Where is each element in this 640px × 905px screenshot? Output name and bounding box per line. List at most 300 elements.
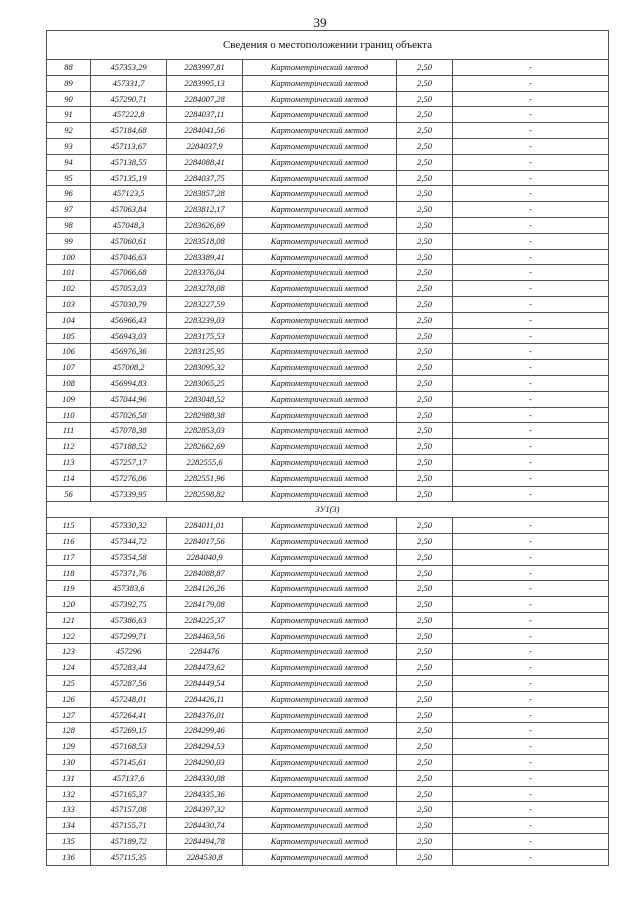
- y-coordinate-cell: 2284037,11: [167, 107, 243, 123]
- table-row: [47, 723, 609, 739]
- y-coordinate-cell: 2284225,37: [167, 612, 243, 628]
- method-cell: Картометрический метод: [243, 612, 397, 628]
- table-row: [47, 644, 609, 660]
- x-coordinate-cell: 457276,06: [91, 470, 167, 486]
- table-row: [47, 454, 609, 470]
- point-number-cell: 88: [47, 60, 91, 76]
- precision-cell: 2,50: [397, 676, 453, 692]
- method-cell: Картометрический метод: [243, 802, 397, 818]
- table-row: [47, 755, 609, 771]
- description-cell: -: [453, 660, 609, 676]
- point-number-cell: 115: [47, 518, 91, 534]
- y-coordinate-cell: 2282988,38: [167, 407, 243, 423]
- y-coordinate-cell: 2284430,74: [167, 818, 243, 834]
- x-coordinate-cell: 457222,8: [91, 107, 167, 123]
- x-coordinate-cell: 457046,63: [91, 249, 167, 265]
- y-coordinate-cell: 2284088,41: [167, 154, 243, 170]
- x-coordinate-cell: 456994,83: [91, 375, 167, 391]
- point-number-cell: 111: [47, 423, 91, 439]
- point-number-cell: 135: [47, 834, 91, 850]
- point-number-cell: 108: [47, 375, 91, 391]
- x-coordinate-cell: 457066,68: [91, 265, 167, 281]
- y-coordinate-cell: 2283812,17: [167, 202, 243, 218]
- y-coordinate-cell: 2282551,96: [167, 470, 243, 486]
- point-number-cell: 109: [47, 391, 91, 407]
- method-cell: Картометрический метод: [243, 249, 397, 265]
- method-cell: Картометрический метод: [243, 565, 397, 581]
- point-number-cell: 129: [47, 739, 91, 755]
- description-cell: -: [453, 154, 609, 170]
- y-coordinate-cell: 2282555,6: [167, 454, 243, 470]
- method-cell: Картометрический метод: [243, 723, 397, 739]
- x-coordinate-cell: 457026,58: [91, 407, 167, 423]
- y-coordinate-cell: 2283376,04: [167, 265, 243, 281]
- description-cell: -: [453, 249, 609, 265]
- x-coordinate-cell: 457331,7: [91, 75, 167, 91]
- point-number-cell: 116: [47, 533, 91, 549]
- y-coordinate-cell: 2283175,53: [167, 328, 243, 344]
- precision-cell: 2,50: [397, 249, 453, 265]
- x-coordinate-cell: 457371,76: [91, 565, 167, 581]
- precision-cell: 2,50: [397, 454, 453, 470]
- y-coordinate-cell: 2283239,03: [167, 312, 243, 328]
- x-coordinate-cell: 457008,2: [91, 360, 167, 376]
- method-cell: Картометрический метод: [243, 202, 397, 218]
- point-number-cell: 124: [47, 660, 91, 676]
- table-row: [47, 186, 609, 202]
- description-cell: -: [453, 407, 609, 423]
- precision-cell: 2,50: [397, 202, 453, 218]
- description-cell: -: [453, 75, 609, 91]
- method-cell: Картометрический метод: [243, 628, 397, 644]
- precision-cell: 2,50: [397, 360, 453, 376]
- x-coordinate-cell: 457353,29: [91, 60, 167, 76]
- method-cell: Картометрический метод: [243, 707, 397, 723]
- table-title: Сведения о местоположении границ объекта: [47, 31, 609, 60]
- point-number-cell: 122: [47, 628, 91, 644]
- y-coordinate-cell: 2284299,46: [167, 723, 243, 739]
- precision-cell: 2,50: [397, 328, 453, 344]
- precision-cell: 2,50: [397, 770, 453, 786]
- y-coordinate-cell: 2284376,01: [167, 707, 243, 723]
- x-coordinate-cell: 457296: [91, 644, 167, 660]
- point-number-cell: 103: [47, 296, 91, 312]
- point-number-cell: 113: [47, 454, 91, 470]
- point-number-cell: 94: [47, 154, 91, 170]
- method-cell: Картометрический метод: [243, 296, 397, 312]
- precision-cell: 2,50: [397, 91, 453, 107]
- description-cell: -: [453, 628, 609, 644]
- precision-cell: 2,50: [397, 802, 453, 818]
- method-cell: Картометрический метод: [243, 186, 397, 202]
- point-number-cell: 117: [47, 549, 91, 565]
- y-coordinate-cell: 2282662,69: [167, 439, 243, 455]
- description-cell: -: [453, 644, 609, 660]
- x-coordinate-cell: 457248,01: [91, 691, 167, 707]
- y-coordinate-cell: 2284530,8: [167, 849, 243, 865]
- description-cell: -: [453, 91, 609, 107]
- precision-cell: 2,50: [397, 739, 453, 755]
- point-number-cell: 93: [47, 138, 91, 154]
- precision-cell: 2,50: [397, 755, 453, 771]
- point-number-cell: 120: [47, 597, 91, 613]
- y-coordinate-cell: 2284294,53: [167, 739, 243, 755]
- method-cell: Картометрический метод: [243, 217, 397, 233]
- description-cell: -: [453, 691, 609, 707]
- x-coordinate-cell: 457354,58: [91, 549, 167, 565]
- precision-cell: 2,50: [397, 281, 453, 297]
- y-coordinate-cell: 2284040,9: [167, 549, 243, 565]
- description-cell: -: [453, 834, 609, 850]
- description-cell: -: [453, 676, 609, 692]
- table-row: [47, 407, 609, 423]
- precision-cell: 2,50: [397, 75, 453, 91]
- x-coordinate-cell: 457269,15: [91, 723, 167, 739]
- y-coordinate-cell: 2284088,87: [167, 565, 243, 581]
- x-coordinate-cell: 456943,03: [91, 328, 167, 344]
- y-coordinate-cell: 2283125,95: [167, 344, 243, 360]
- description-cell: -: [453, 281, 609, 297]
- y-coordinate-cell: 2283626,69: [167, 217, 243, 233]
- x-coordinate-cell: 457383,6: [91, 581, 167, 597]
- point-number-cell: 136: [47, 849, 91, 865]
- table-row: [47, 296, 609, 312]
- x-coordinate-cell: 457123,5: [91, 186, 167, 202]
- boundary-table: [46, 30, 609, 866]
- description-cell: -: [453, 344, 609, 360]
- method-cell: Картометрический метод: [243, 107, 397, 123]
- description-cell: -: [453, 328, 609, 344]
- description-cell: -: [453, 202, 609, 218]
- x-coordinate-cell: 457044,96: [91, 391, 167, 407]
- table-row: [47, 834, 609, 850]
- precision-cell: 2,50: [397, 597, 453, 613]
- x-coordinate-cell: 457157,08: [91, 802, 167, 818]
- precision-cell: 2,50: [397, 375, 453, 391]
- point-number-cell: 106: [47, 344, 91, 360]
- method-cell: Картометрический метод: [243, 470, 397, 486]
- precision-cell: 2,50: [397, 138, 453, 154]
- x-coordinate-cell: 457386,63: [91, 612, 167, 628]
- table-row: [47, 344, 609, 360]
- y-coordinate-cell: 2283997,81: [167, 60, 243, 76]
- description-cell: -: [453, 565, 609, 581]
- section-label: ЗУ1(3): [47, 502, 609, 518]
- method-cell: Картометрический метод: [243, 549, 397, 565]
- method-cell: Картометрический метод: [243, 486, 397, 502]
- table-row: [47, 265, 609, 281]
- precision-cell: 2,50: [397, 518, 453, 534]
- method-cell: Картометрический метод: [243, 344, 397, 360]
- point-number-cell: 118: [47, 565, 91, 581]
- y-coordinate-cell: 2284007,28: [167, 91, 243, 107]
- y-coordinate-cell: 2284330,08: [167, 770, 243, 786]
- point-number-cell: 104: [47, 312, 91, 328]
- description-cell: -: [453, 138, 609, 154]
- method-cell: Картометрический метод: [243, 170, 397, 186]
- point-number-cell: 92: [47, 123, 91, 139]
- x-coordinate-cell: 457392,75: [91, 597, 167, 613]
- y-coordinate-cell: 2284335,36: [167, 786, 243, 802]
- method-cell: Картометрический метод: [243, 233, 397, 249]
- point-number-cell: 132: [47, 786, 91, 802]
- y-coordinate-cell: 2284011,01: [167, 518, 243, 534]
- table-row: [47, 486, 609, 502]
- precision-cell: 2,50: [397, 423, 453, 439]
- y-coordinate-cell: 2284126,26: [167, 581, 243, 597]
- x-coordinate-cell: 456966,43: [91, 312, 167, 328]
- table-row: [47, 91, 609, 107]
- method-cell: Картометрический метод: [243, 770, 397, 786]
- description-cell: -: [453, 423, 609, 439]
- table-row: [47, 691, 609, 707]
- description-cell: -: [453, 360, 609, 376]
- method-cell: Картометрический метод: [243, 644, 397, 660]
- description-cell: -: [453, 739, 609, 755]
- method-cell: Картометрический метод: [243, 91, 397, 107]
- y-coordinate-cell: 2283278,08: [167, 281, 243, 297]
- method-cell: Картометрический метод: [243, 755, 397, 771]
- point-number-cell: 101: [47, 265, 91, 281]
- x-coordinate-cell: 457283,44: [91, 660, 167, 676]
- method-cell: Картометрический метод: [243, 818, 397, 834]
- description-cell: -: [453, 375, 609, 391]
- x-coordinate-cell: 457299,71: [91, 628, 167, 644]
- precision-cell: 2,50: [397, 60, 453, 76]
- description-cell: -: [453, 186, 609, 202]
- x-coordinate-cell: 457145,61: [91, 755, 167, 771]
- point-number-cell: 96: [47, 186, 91, 202]
- table-row: [47, 154, 609, 170]
- precision-cell: 2,50: [397, 265, 453, 281]
- table-row: [47, 802, 609, 818]
- point-number-cell: 112: [47, 439, 91, 455]
- y-coordinate-cell: 2284463,56: [167, 628, 243, 644]
- description-cell: -: [453, 786, 609, 802]
- point-number-cell: 121: [47, 612, 91, 628]
- table-row: [47, 849, 609, 865]
- x-coordinate-cell: 457290,71: [91, 91, 167, 107]
- precision-cell: 2,50: [397, 533, 453, 549]
- table-row: [47, 75, 609, 91]
- precision-cell: 2,50: [397, 723, 453, 739]
- x-coordinate-cell: 457264,41: [91, 707, 167, 723]
- method-cell: Картометрический метод: [243, 75, 397, 91]
- method-cell: Картометрический метод: [243, 518, 397, 534]
- description-cell: -: [453, 818, 609, 834]
- precision-cell: 2,50: [397, 644, 453, 660]
- x-coordinate-cell: 457138,55: [91, 154, 167, 170]
- point-number-cell: 98: [47, 217, 91, 233]
- table-row: [47, 533, 609, 549]
- method-cell: Картометрический метод: [243, 123, 397, 139]
- point-number-cell: 107: [47, 360, 91, 376]
- method-cell: Картометрический метод: [243, 328, 397, 344]
- method-cell: Картометрический метод: [243, 786, 397, 802]
- point-number-cell: 100: [47, 249, 91, 265]
- x-coordinate-cell: 457048,3: [91, 217, 167, 233]
- section-row: [47, 502, 609, 518]
- description-cell: -: [453, 612, 609, 628]
- y-coordinate-cell: 2284017,56: [167, 533, 243, 549]
- table-row: [47, 439, 609, 455]
- point-number-cell: 114: [47, 470, 91, 486]
- precision-cell: 2,50: [397, 486, 453, 502]
- description-cell: -: [453, 486, 609, 502]
- precision-cell: 2,50: [397, 217, 453, 233]
- precision-cell: 2,50: [397, 818, 453, 834]
- table-row: [47, 739, 609, 755]
- precision-cell: 2,50: [397, 407, 453, 423]
- method-cell: Картометрический метод: [243, 375, 397, 391]
- point-number-cell: 90: [47, 91, 91, 107]
- point-number-cell: 56: [47, 486, 91, 502]
- method-cell: Картометрический метод: [243, 597, 397, 613]
- y-coordinate-cell: 2284449,54: [167, 676, 243, 692]
- x-coordinate-cell: 457287,56: [91, 676, 167, 692]
- description-cell: -: [453, 60, 609, 76]
- method-cell: Картометрический метод: [243, 391, 397, 407]
- x-coordinate-cell: 457115,35: [91, 849, 167, 865]
- table-row: [47, 233, 609, 249]
- point-number-cell: 133: [47, 802, 91, 818]
- description-cell: -: [453, 770, 609, 786]
- point-number-cell: 89: [47, 75, 91, 91]
- description-cell: -: [453, 849, 609, 865]
- precision-cell: 2,50: [397, 296, 453, 312]
- precision-cell: 2,50: [397, 834, 453, 850]
- description-cell: -: [453, 265, 609, 281]
- description-cell: -: [453, 549, 609, 565]
- table-row: [47, 107, 609, 123]
- point-number-cell: 134: [47, 818, 91, 834]
- description-cell: -: [453, 107, 609, 123]
- precision-cell: 2,50: [397, 312, 453, 328]
- y-coordinate-cell: 2283095,32: [167, 360, 243, 376]
- description-cell: -: [453, 454, 609, 470]
- method-cell: Картометрический метод: [243, 360, 397, 376]
- point-number-cell: 95: [47, 170, 91, 186]
- precision-cell: 2,50: [397, 660, 453, 676]
- table-row: [47, 549, 609, 565]
- table-row: [47, 391, 609, 407]
- method-cell: Картометрический метод: [243, 407, 397, 423]
- y-coordinate-cell: 2284473,62: [167, 660, 243, 676]
- table-row: [47, 470, 609, 486]
- point-number-cell: 123: [47, 644, 91, 660]
- y-coordinate-cell: 2283065,25: [167, 375, 243, 391]
- table-row: [47, 786, 609, 802]
- table-row: [47, 281, 609, 297]
- description-cell: -: [453, 439, 609, 455]
- point-number-cell: 128: [47, 723, 91, 739]
- x-coordinate-cell: 457155,71: [91, 818, 167, 834]
- method-cell: Картометрический метод: [243, 312, 397, 328]
- table-row: [47, 328, 609, 344]
- x-coordinate-cell: 457330,32: [91, 518, 167, 534]
- description-cell: -: [453, 581, 609, 597]
- x-coordinate-cell: 457165,37: [91, 786, 167, 802]
- y-coordinate-cell: 2284179,08: [167, 597, 243, 613]
- y-coordinate-cell: 2284397,32: [167, 802, 243, 818]
- description-cell: -: [453, 518, 609, 534]
- method-cell: Картометрический метод: [243, 60, 397, 76]
- description-cell: -: [453, 533, 609, 549]
- x-coordinate-cell: 457344,72: [91, 533, 167, 549]
- y-coordinate-cell: 2284041,56: [167, 123, 243, 139]
- method-cell: Картометрический метод: [243, 423, 397, 439]
- y-coordinate-cell: 2282598,82: [167, 486, 243, 502]
- table-row: [47, 202, 609, 218]
- table-row: [47, 597, 609, 613]
- precision-cell: 2,50: [397, 233, 453, 249]
- method-cell: Картометрический метод: [243, 154, 397, 170]
- x-coordinate-cell: 457030,79: [91, 296, 167, 312]
- method-cell: Картометрический метод: [243, 849, 397, 865]
- method-cell: Картометрический метод: [243, 581, 397, 597]
- x-coordinate-cell: 457168,53: [91, 739, 167, 755]
- x-coordinate-cell: 457339,95: [91, 486, 167, 502]
- precision-cell: 2,50: [397, 707, 453, 723]
- table-row: [47, 628, 609, 644]
- table-row: [47, 676, 609, 692]
- table-row: [47, 518, 609, 534]
- table-row: [47, 423, 609, 439]
- y-coordinate-cell: 2282853,03: [167, 423, 243, 439]
- y-coordinate-cell: 2283518,08: [167, 233, 243, 249]
- description-cell: -: [453, 123, 609, 139]
- point-number-cell: 97: [47, 202, 91, 218]
- x-coordinate-cell: 457053,03: [91, 281, 167, 297]
- x-coordinate-cell: 457137,6: [91, 770, 167, 786]
- point-number-cell: 99: [47, 233, 91, 249]
- method-cell: Картометрический метод: [243, 265, 397, 281]
- method-cell: Картометрический метод: [243, 533, 397, 549]
- precision-cell: 2,50: [397, 170, 453, 186]
- y-coordinate-cell: 2283995,13: [167, 75, 243, 91]
- y-coordinate-cell: 2283048,52: [167, 391, 243, 407]
- y-coordinate-cell: 2284426,11: [167, 691, 243, 707]
- precision-cell: 2,50: [397, 439, 453, 455]
- precision-cell: 2,50: [397, 344, 453, 360]
- y-coordinate-cell: 2283389,41: [167, 249, 243, 265]
- precision-cell: 2,50: [397, 691, 453, 707]
- precision-cell: 2,50: [397, 849, 453, 865]
- method-cell: Картометрический метод: [243, 138, 397, 154]
- y-coordinate-cell: 2284476: [167, 644, 243, 660]
- table-row: [47, 360, 609, 376]
- description-cell: -: [453, 233, 609, 249]
- point-number-cell: 110: [47, 407, 91, 423]
- precision-cell: 2,50: [397, 391, 453, 407]
- table-row: [47, 312, 609, 328]
- description-cell: -: [453, 391, 609, 407]
- precision-cell: 2,50: [397, 565, 453, 581]
- y-coordinate-cell: 2283857,28: [167, 186, 243, 202]
- point-number-cell: 131: [47, 770, 91, 786]
- precision-cell: 2,50: [397, 154, 453, 170]
- x-coordinate-cell: 457078,38: [91, 423, 167, 439]
- table-row: [47, 612, 609, 628]
- table-row: [47, 123, 609, 139]
- precision-cell: 2,50: [397, 470, 453, 486]
- x-coordinate-cell: 457188,52: [91, 439, 167, 455]
- y-coordinate-cell: 2284290,03: [167, 755, 243, 771]
- point-number-cell: 127: [47, 707, 91, 723]
- description-cell: -: [453, 217, 609, 233]
- page-number: 39: [313, 15, 327, 30]
- method-cell: Картометрический метод: [243, 439, 397, 455]
